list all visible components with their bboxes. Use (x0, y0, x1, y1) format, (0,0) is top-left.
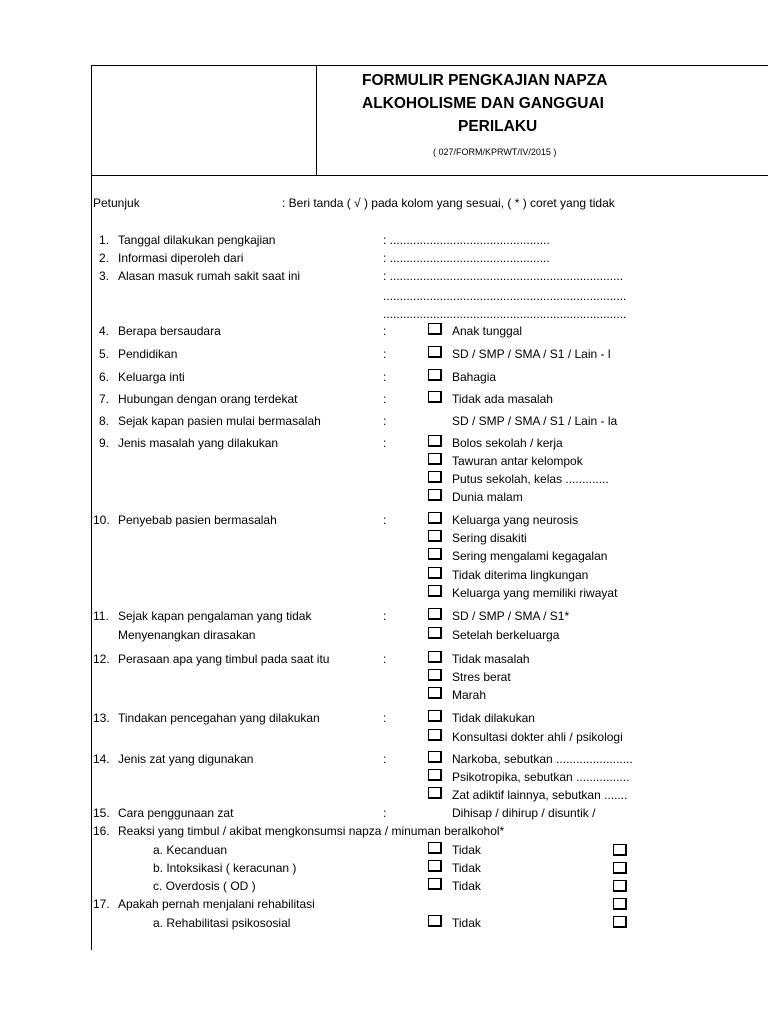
checkbox[interactable] (428, 878, 442, 890)
item-number: 10. (93, 513, 110, 527)
header-divider (316, 65, 317, 175)
form-title-line2: ALKOHOLISME DAN GANGGUAI (362, 95, 604, 112)
item-label: Alasan masuk rumah sakit saat ini (118, 269, 301, 283)
option-label: Tidak diterima lingkungan (452, 568, 589, 582)
checkbox[interactable] (428, 842, 442, 854)
item-number: 1. (99, 233, 110, 247)
checkbox[interactable] (613, 898, 627, 910)
item-colon: : (383, 513, 387, 527)
option-label: Stres berat (452, 670, 511, 684)
checkbox[interactable] (428, 669, 442, 681)
item-number: 11. (93, 609, 109, 623)
checkbox[interactable] (428, 346, 442, 358)
item-label: Keluarga inti (118, 370, 185, 384)
checkbox[interactable] (428, 391, 442, 403)
header-top-border (91, 65, 768, 66)
checkbox[interactable] (428, 651, 442, 663)
option-label: Keluarga yang memiliki riwayat (452, 586, 618, 600)
option-label: Keluarga yang neurosis (452, 513, 579, 527)
item-number: 9. (99, 436, 110, 450)
item-number: 16. (93, 824, 110, 838)
item-label: Reaksi yang timbul / akibat mengkonsumsi napza / minuman beralkohol* (118, 824, 505, 838)
usage-method-text: Dihisap / dihirup / disuntik / (452, 806, 596, 820)
checkbox[interactable] (613, 844, 627, 856)
checkbox[interactable] (428, 512, 442, 524)
item-colon: : (383, 347, 387, 361)
option-label: Tidak (452, 916, 481, 930)
checkbox[interactable] (613, 862, 627, 874)
item-label: Pendidikan (118, 347, 178, 361)
education-choice-text: SD / SMP / SMA / S1 / Lain - la (452, 414, 618, 428)
option-label: Tidak (452, 879, 481, 893)
option-label: Bahagia (452, 370, 497, 384)
item-label: Tindakan pencegahan yang dilakukan (118, 711, 320, 725)
checkbox[interactable] (428, 710, 442, 722)
information-source-field[interactable]: : ................................................ (383, 251, 550, 265)
checkbox[interactable] (428, 627, 442, 639)
item-colon: : (383, 436, 387, 450)
option-label: Tawuran antar kelompok (452, 454, 583, 468)
item-label: Tanggal dilakukan pengkajian (118, 233, 276, 247)
subitem-label: a. Rehabilitasi psikososial (153, 916, 291, 930)
header-bottom-border (91, 175, 768, 176)
option-label: SD / SMP / SMA / S1 / Lain - l (452, 347, 611, 361)
checkbox[interactable] (428, 915, 442, 927)
option-label: Zat adiktif lainnya, sebutkan ....... (452, 788, 628, 802)
item-number: 3. (99, 269, 110, 283)
item-number: 2. (99, 251, 110, 265)
option-label: Tidak (452, 861, 481, 875)
admission-reason-field[interactable]: : ...................................................................... (383, 269, 624, 283)
option-label: Sering mengalami kegagalan (452, 549, 608, 563)
item-colon: : (383, 609, 387, 623)
subitem-label: b. Intoksikasi ( keracunan ) (153, 861, 297, 875)
item-number: 15. (93, 806, 110, 820)
item-colon: : (383, 370, 387, 384)
page-left-border (91, 65, 92, 950)
admission-reason-line-3[interactable]: ......................................................................... (383, 307, 627, 321)
instruction-text: : Beri tanda ( √ ) pada kolom yang sesuai, ( * ) coret yang tidak (282, 196, 615, 210)
option-label: Konsultasi dokter ahli / psikologi (452, 730, 623, 744)
item-label: Jenis zat yang digunakan (118, 752, 254, 766)
item-number: 13. (93, 711, 110, 725)
checkbox[interactable] (428, 769, 442, 781)
checkbox[interactable] (428, 369, 442, 381)
subitem-label: c. Overdosis ( OD ) (153, 879, 256, 893)
option-label: Marah (452, 688, 487, 702)
option-label: Tidak masalah (452, 652, 530, 666)
checkbox[interactable] (428, 860, 442, 872)
form-title-line3: PERILAKU (458, 118, 538, 135)
item-number: 14. (93, 752, 110, 766)
instruction-label: Petunjuk (93, 196, 140, 210)
checkbox[interactable] (428, 530, 442, 542)
item-colon: : (383, 711, 387, 725)
checkbox[interactable] (428, 548, 442, 560)
item-label: Hubungan dengan orang terdekat (118, 392, 298, 406)
item-colon: : (383, 806, 387, 820)
item-label: Informasi diperoleh dari (118, 251, 244, 265)
item-colon: : (383, 324, 387, 338)
form-title-line1: FORMULIR PENGKAJIAN NAPZA (362, 72, 608, 89)
item-number: 8. (99, 414, 110, 428)
item-colon: : (383, 752, 387, 766)
checkbox[interactable] (428, 751, 442, 763)
checkbox[interactable] (428, 453, 442, 465)
checkbox[interactable] (428, 471, 442, 483)
item-number: 5. (99, 347, 110, 361)
item-label-line2: Menyenangkan dirasakan (118, 628, 256, 642)
item-label: Cara penggunaan zat (118, 806, 234, 820)
checkbox[interactable] (428, 323, 442, 335)
checkbox[interactable] (428, 729, 442, 741)
item-number: 6. (99, 370, 110, 384)
checkbox[interactable] (428, 489, 442, 501)
option-label: Anak tunggal (452, 324, 523, 338)
option-label: SD / SMP / SMA / S1* (452, 609, 570, 623)
item-label: Penyebab pasien bermasalah (118, 513, 277, 527)
option-label: Psikotropika, sebutkan ................ (452, 770, 630, 784)
item-colon: : (383, 414, 387, 428)
option-label: Bolos sekolah / kerja (452, 436, 563, 450)
checkbox[interactable] (428, 435, 442, 447)
option-label: Sering disakiti (452, 531, 527, 545)
item-colon: : (383, 652, 387, 666)
checkbox[interactable] (428, 608, 442, 620)
item-number: 7. (99, 392, 110, 406)
option-label: Dunia malam (452, 490, 523, 504)
option-label: Tidak (452, 843, 481, 857)
option-label: Tidak dilakukan (452, 711, 535, 725)
checkbox[interactable] (428, 585, 442, 597)
item-label: Jenis masalah yang dilakukan (118, 436, 279, 450)
option-label: Setelah berkeluarga (452, 628, 560, 642)
checkbox[interactable] (428, 687, 442, 699)
option-label: Tidak ada masalah (452, 392, 553, 406)
checkbox[interactable] (613, 916, 627, 928)
form-code: ( 027/FORM/KPRWT/IV/2015 ) (433, 147, 557, 157)
subitem-label: a. Kecanduan (153, 843, 228, 857)
item-label: Sejak kapan pengalaman yang tidak (118, 609, 312, 623)
checkbox[interactable] (428, 787, 442, 799)
item-number: 4. (99, 324, 110, 338)
item-label: Perasaan apa yang timbul pada saat itu (118, 652, 330, 666)
item-label: Sejak kapan pasien mulai bermasalah (118, 414, 321, 428)
option-label: Narkoba, sebutkan ....................... (452, 752, 633, 766)
checkbox[interactable] (613, 880, 627, 892)
admission-reason-line-2[interactable]: ......................................................................... (383, 289, 627, 303)
item-label: Apakah pernah menjalani rehabilitasi (118, 897, 315, 911)
item-colon: : (383, 392, 387, 406)
item-number: 12. (93, 652, 110, 666)
item-label: Berapa bersaudara (118, 324, 221, 338)
option-label: Putus sekolah, kelas ............. (452, 472, 609, 486)
item-number: 17. (93, 897, 110, 911)
date-assessment-field[interactable]: : ................................................ (383, 233, 550, 247)
checkbox[interactable] (428, 567, 442, 579)
